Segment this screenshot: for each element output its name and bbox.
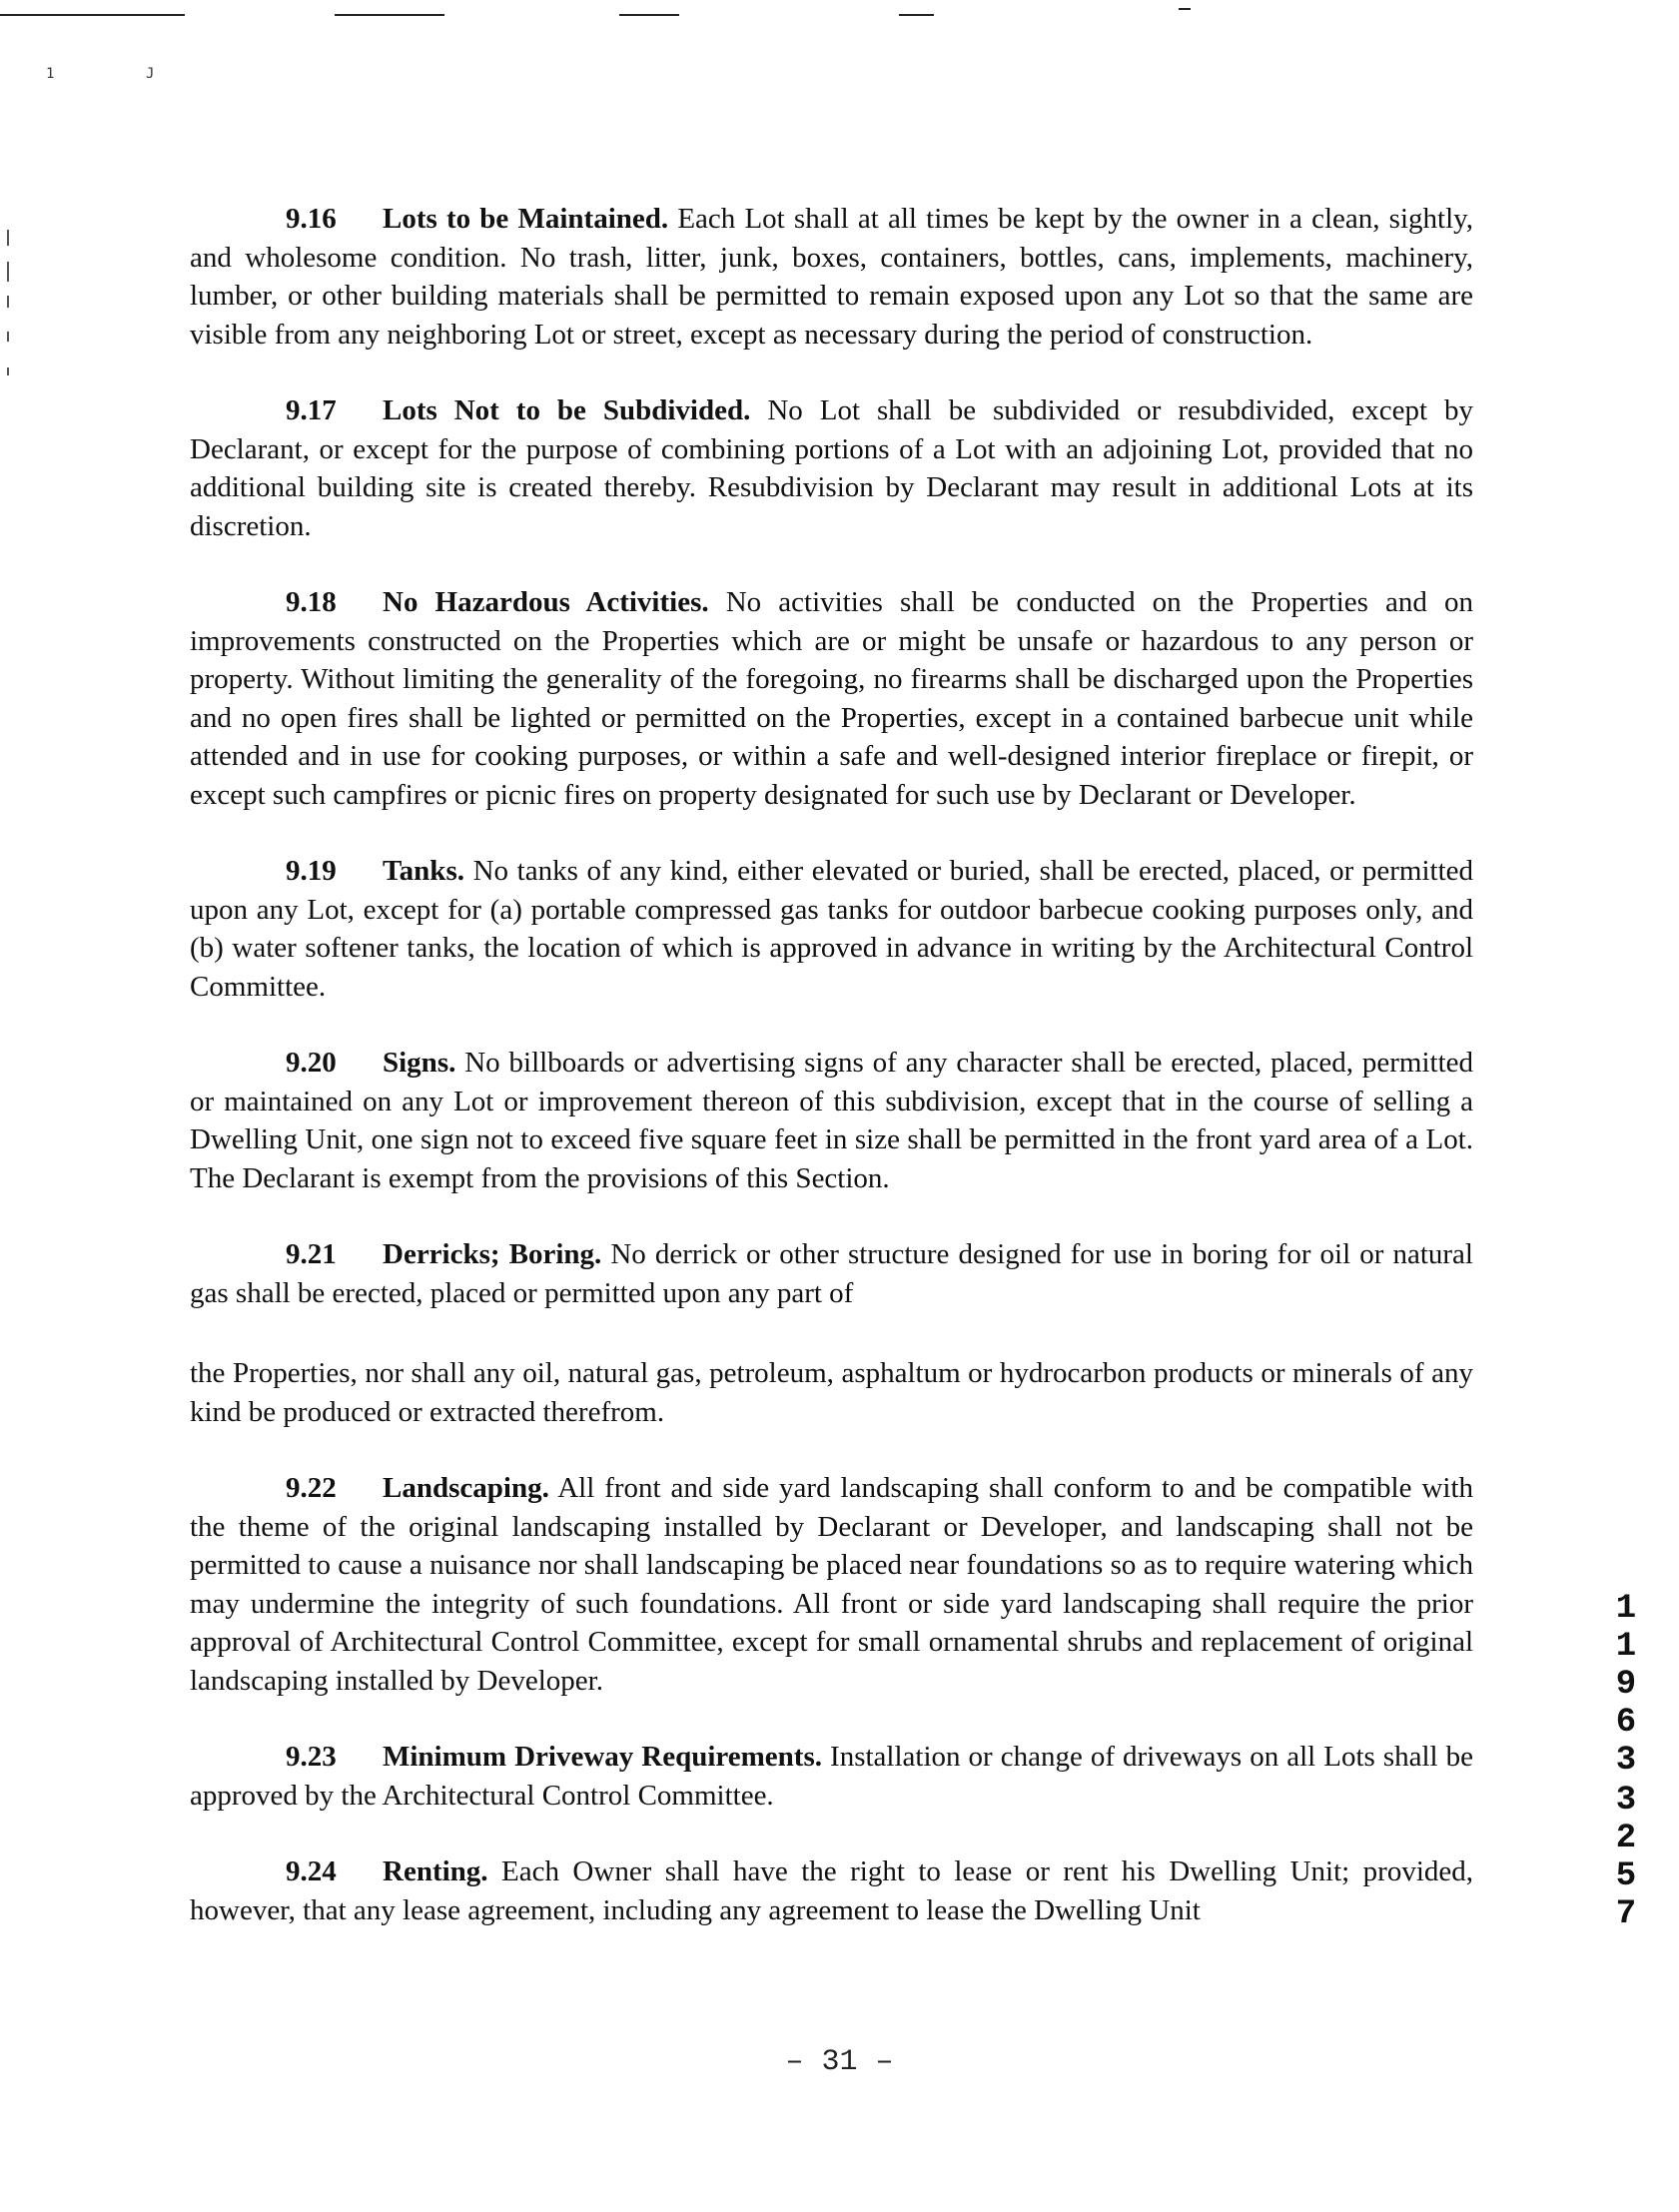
scan-tick xyxy=(7,368,9,375)
recording-stamp-bottom xyxy=(1606,1782,1646,1933)
stamp-digit: 2 xyxy=(1615,1820,1637,1857)
scan-rule xyxy=(899,14,934,16)
section-9-24 xyxy=(190,1852,1473,1929)
section-number: 9.21 xyxy=(286,1238,337,1270)
section-9-23 xyxy=(190,1738,1473,1815)
scan-tick xyxy=(7,262,9,282)
section-heading: Lots to be Maintained. xyxy=(383,203,669,235)
section-heading: Tanks. xyxy=(383,855,464,887)
section-number: 9.20 xyxy=(286,1047,337,1079)
section-9-21 xyxy=(190,1235,1473,1312)
scan-rule xyxy=(619,14,679,16)
scan-mark: 1 xyxy=(46,66,55,82)
section-9-21-continuation: the Properties, nor shall any oil, natural gas, petroleum, asphaltum or hydrocarbon products or minerals of any kind be produced or extracted therefrom. xyxy=(190,1357,1473,1428)
scan-tick xyxy=(7,332,9,342)
section-text: No tanks of any kind, either elevated or buried, shall be erected, placed, or permitted upon any Lot, except for (a) portable compressed gas tanks for outdoor barbecue cooking purposes only, and (b) water softener tanks, the location of which is approved in advance in writing by the Architectural Control Committee. xyxy=(190,855,1473,1003)
scan-tick xyxy=(7,230,9,246)
scan-tick xyxy=(7,296,9,308)
document-body xyxy=(190,200,1473,1967)
section-9-19 xyxy=(190,852,1473,1006)
section-number: 9.18 xyxy=(286,586,337,618)
section-text: No Lot shall be subdivided or resubdivided, except by Declarant, or except for the purpose of combining portions of a Lot with an adjoining Lot, provided that no additional building site is created thereby. Resubdivision by Declarant may result in additional Lots at its discretion. xyxy=(190,394,1473,542)
scan-rule xyxy=(335,14,444,16)
section-number: 9.16 xyxy=(286,203,337,235)
stamp-digit: 6 xyxy=(1615,1704,1637,1742)
stamp-digit: 7 xyxy=(1615,1895,1637,1933)
page-number: – 31 – xyxy=(785,2045,894,2079)
section-9-20 xyxy=(190,1044,1473,1197)
section-heading: No Hazardous Activities. xyxy=(383,586,709,618)
scan-mark: J xyxy=(146,66,155,82)
stamp-digit: 3 xyxy=(1615,1782,1637,1820)
stamp-digit: 1 xyxy=(1615,1590,1637,1628)
stamp-digit: 9 xyxy=(1615,1666,1637,1704)
section-heading: Signs. xyxy=(383,1047,456,1079)
recording-stamp-top xyxy=(1606,1590,1646,1780)
section-heading: Renting. xyxy=(383,1855,488,1887)
section-number: 9.23 xyxy=(286,1741,337,1773)
stamp-digit: 3 xyxy=(1615,1742,1637,1780)
section-heading: Lots Not to be Subdivided. xyxy=(383,394,751,426)
scan-rule xyxy=(1179,8,1191,10)
section-text: All front and side yard landscaping shall conform to and be compatible with the theme of the original landscaping installed by Declarant or Developer, and landscaping shall not be permitted to cause a nuisance nor shall landscaping be placed near foundations so as to require watering which may undermine the integrity of such foundations. All front or side yard landscaping shall require the prior approval of Architectural Control Committee, except for small ornamental shrubs and replacement of original landscaping installed by Developer. xyxy=(190,1472,1474,1697)
section-number: 9.17 xyxy=(286,394,337,426)
section-heading: Minimum Driveway Requirements. xyxy=(383,1741,822,1773)
section-text: Each Lot shall at all times be kept by the owner in a clean, sightly, and wholesome condition. No trash, litter, junk, boxes, containers, bottles, cans, implements, machinery, lumber, or other building materials shall be permitted to remain exposed upon any Lot so that the same are visible from any neighboring Lot or street, except as necessary during the period of construction. xyxy=(190,203,1473,351)
section-text: No derrick or other structure designed for use in boring for oil or natural gas shall be erected, placed or permitted upon any part of xyxy=(190,1238,1473,1309)
section-text: No activities shall be conducted on the Properties and on improvements constructed on the Properties which are or might be unsafe or hazardous to any person or property. Without limiting the generality of the foregoing, no firearms shall be discharged upon the Properties and no open fires shall be lighted or permitted on the Properties, except in a contained barbecue unit while attended and in use for cooking purposes, or within a safe and well-designed interior fireplace or firepit, or except such campfires or picnic fires on property designated for such use by Declarant or Developer. xyxy=(190,586,1473,811)
section-9-22 xyxy=(190,1469,1473,1700)
section-text: Installation or change of driveways on all Lots shall be approved by the Architectural Control Committee. xyxy=(190,1741,1474,1812)
section-number: 9.22 xyxy=(286,1472,337,1504)
stamp-digit: 5 xyxy=(1615,1857,1637,1895)
section-9-16 xyxy=(190,200,1473,354)
section-9-18 xyxy=(190,583,1473,814)
scan-rule xyxy=(0,14,185,16)
section-text: No billboards or advertising signs of any character shall be erected, placed, permitted or maintained on any Lot or improvement thereon of this subdivision, except that in the course of selling a Dwelling Unit, one sign not to exceed five square feet in size shall be permitted in the front yard area of a Lot. The Declarant is exempt from the provisions of this Section. xyxy=(190,1047,1473,1194)
stamp-digit: 1 xyxy=(1615,1628,1637,1666)
section-heading: Derricks; Boring. xyxy=(383,1238,602,1270)
section-heading: Landscaping. xyxy=(383,1472,549,1504)
section-number: 9.19 xyxy=(286,855,337,887)
section-9-17 xyxy=(190,391,1473,545)
section-number: 9.24 xyxy=(286,1855,337,1887)
section-text: Each Owner shall have the right to lease or rent his Dwelling Unit; provided, however, that any lease agreement, including any agreement to lease the Dwelling Unit xyxy=(190,1855,1474,1926)
